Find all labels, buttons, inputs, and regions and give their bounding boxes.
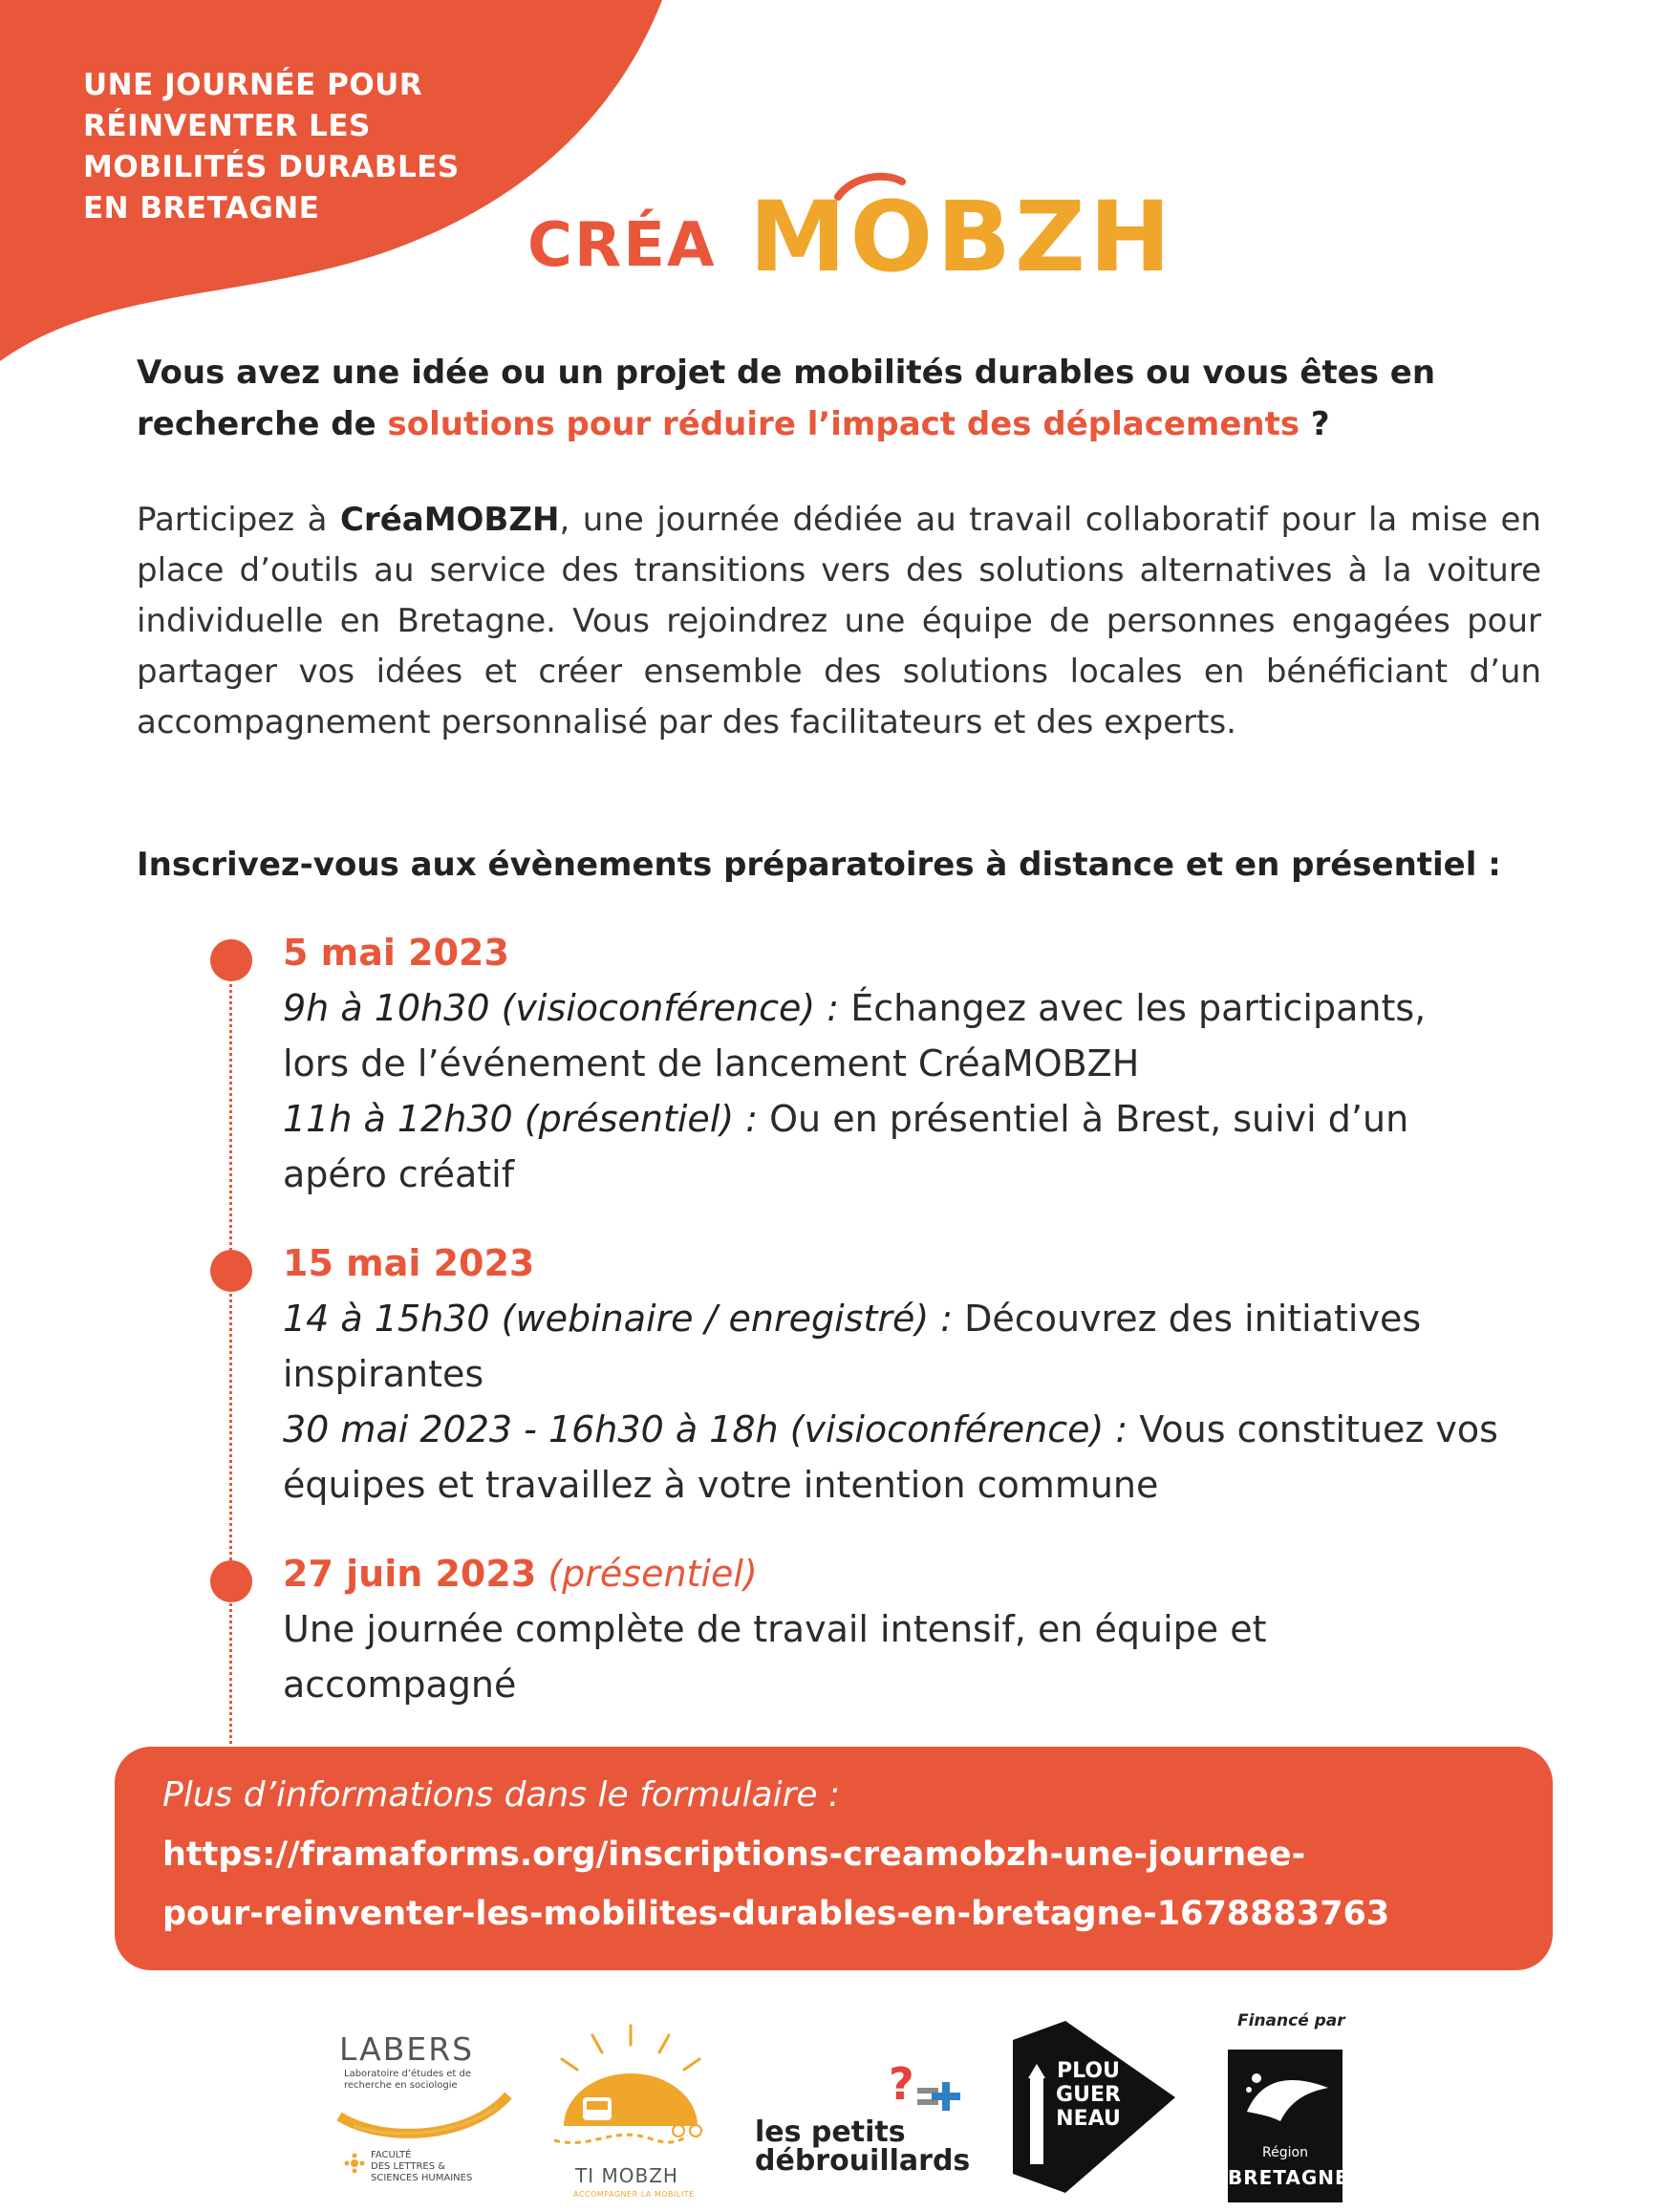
partner-logos — [315, 2007, 1385, 2212]
event-line — [283, 980, 1544, 1036]
petits-line: débrouillards — [755, 2144, 971, 2178]
event-line: lors de l’événement de lancement CréaMOBZH — [283, 1042, 1140, 1085]
desc-brand: CréaMOBZH — [339, 501, 560, 539]
timeline-dot — [210, 1250, 252, 1292]
ermine-bird-icon — [1237, 2059, 1333, 2136]
labers-title: LABERS — [339, 2030, 475, 2068]
intro-line: Vous avez une idée ou un projet de mobilités durables ou vous êtes en — [137, 354, 1436, 392]
intro-question — [137, 347, 1551, 450]
labers-sub: Laboratoire d’études et de — [344, 2069, 472, 2079]
desc-prefix: Participez à — [137, 501, 340, 539]
event-item — [283, 925, 1544, 1202]
event-text: Échangez avec les participants, — [839, 987, 1427, 1029]
petits-debrouillards-logo — [755, 2059, 975, 2183]
intro-text: recherche de — [137, 405, 388, 443]
petits-name — [755, 2115, 971, 2178]
timeline-dot — [210, 1560, 252, 1602]
faculty-name — [371, 2150, 514, 2184]
event-item — [283, 1546, 1544, 1712]
plouguerneau-line: NEAU — [1056, 2107, 1121, 2131]
plouguerneau-logo — [1013, 2021, 1185, 2193]
event-item — [283, 1235, 1544, 1513]
event-label: 11h à 12h30 (présentiel) : — [283, 1098, 759, 1140]
event-text: Découvrez des initiatives — [953, 1298, 1422, 1340]
form-link-line[interactable]: https://framaforms.org/inscriptions-creamobzh-une-journee- — [162, 1836, 1306, 1874]
tagline-line: MOBILITÉS DURABLES — [83, 150, 460, 184]
event-line — [283, 1291, 1544, 1346]
intro-line — [137, 398, 1551, 450]
tagline-line: EN BRETAGNE — [83, 191, 320, 225]
faculty-line: DES LETTRES & — [371, 2161, 446, 2172]
faculty-line: SCIENCES HUMAINES — [371, 2173, 473, 2183]
bretagne-label: BRETAGNE — [1228, 2166, 1349, 2189]
event-date: 5 mai 2023 — [283, 932, 509, 974]
event-label: 14 à 15h30 (webinaire / enregistré) : — [283, 1298, 954, 1340]
labers-swoosh-icon — [334, 2088, 516, 2145]
region-bretagne-logo — [1228, 2011, 1362, 2212]
tagline-line: RÉINVENTER LES — [83, 109, 371, 143]
region-badge — [1228, 2050, 1349, 2202]
event-text: Vous constituez vos — [1128, 1408, 1498, 1450]
plouguerneau-line: GUER — [1056, 2083, 1121, 2107]
event-line — [283, 1402, 1544, 1457]
timeline-dot — [210, 939, 252, 981]
event-line — [283, 1546, 1544, 1601]
faculty-star-icon — [344, 2153, 365, 2174]
header-tagline — [83, 65, 542, 229]
event-line: accompagné — [283, 1664, 517, 1706]
timobzh-name: TI MOBZH — [575, 2164, 678, 2187]
intro-highlight: solutions pour réduire l’impact des déplacements — [387, 405, 1300, 443]
event-label: 9h à 10h30 (visioconférence) : — [283, 987, 840, 1029]
labers-sub: recherche en sociologie — [344, 2080, 458, 2091]
creamobzh-logo — [527, 172, 1175, 294]
labers-logo — [334, 2030, 526, 2202]
info-box — [115, 1747, 1553, 1970]
event-line: équipes et travaillez à votre intention commune — [283, 1464, 1159, 1506]
event-line: apéro créatif — [283, 1153, 515, 1195]
faculty-line: FACULTÉ — [371, 2150, 412, 2160]
petits-line: les petits — [755, 2115, 906, 2149]
svg-text:?: ? — [889, 2059, 914, 2110]
description-paragraph — [137, 495, 1541, 748]
timobzh-tagline: ACCOMPAGNER LA MOBILITÉ — [573, 2190, 695, 2199]
event-date: 27 juin 2023 — [283, 1553, 537, 1595]
logo-crea: CRÉA — [527, 210, 717, 281]
financed-by-label: Financé par — [1237, 2011, 1345, 2030]
timobzh-logo — [535, 2007, 745, 2212]
logo-mobzh: MOBZH — [749, 181, 1175, 294]
plouguerneau-name — [1055, 2059, 1122, 2131]
tagline-line: UNE JOURNÉE POUR — [83, 68, 423, 102]
event-label: 30 mai 2023 - 16h30 à 18h (visioconférence) : — [283, 1408, 1128, 1450]
form-link[interactable] — [162, 1825, 1529, 1944]
info-label: Plus d’informations dans le formulaire : — [162, 1775, 841, 1815]
desc-text: , une journée dédiée au travail collaboratif pour la mise en place d’outils au service des transitions vers des solutions alternatives à la voiture individuelle en Bretagne. Vous rejoindrez une équipe de personnes engagées pour partager vos idées et créer ensemble des solutions locales en bénéficiant d’un accompagnement personnalisé par des facilitateurs et des experts. — [137, 501, 1541, 741]
event-line — [283, 1091, 1544, 1147]
sun-bus-icon — [535, 2007, 726, 2159]
plouguerneau-line: PLOU — [1057, 2059, 1120, 2083]
event-text: Ou en présentiel à Brest, suivi d’un — [758, 1098, 1409, 1140]
region-label: Région — [1262, 2145, 1308, 2160]
events-subheading: Inscrivez-vous aux évènements préparatoires à distance et en présentiel : — [137, 846, 1501, 884]
event-date: 15 mai 2023 — [283, 1242, 535, 1284]
timeline-dotted-line — [229, 956, 232, 1744]
event-line: Une journée complète de travail intensif, en équipe et — [283, 1608, 1267, 1650]
form-link-line[interactable]: pour-reinventer-les-mobilites-durables-en-bretagne-1678883763 — [162, 1895, 1390, 1933]
event-date-note: (présentiel) — [536, 1553, 758, 1595]
intro-text: ? — [1300, 405, 1330, 443]
event-line: inspirantes — [283, 1353, 484, 1395]
